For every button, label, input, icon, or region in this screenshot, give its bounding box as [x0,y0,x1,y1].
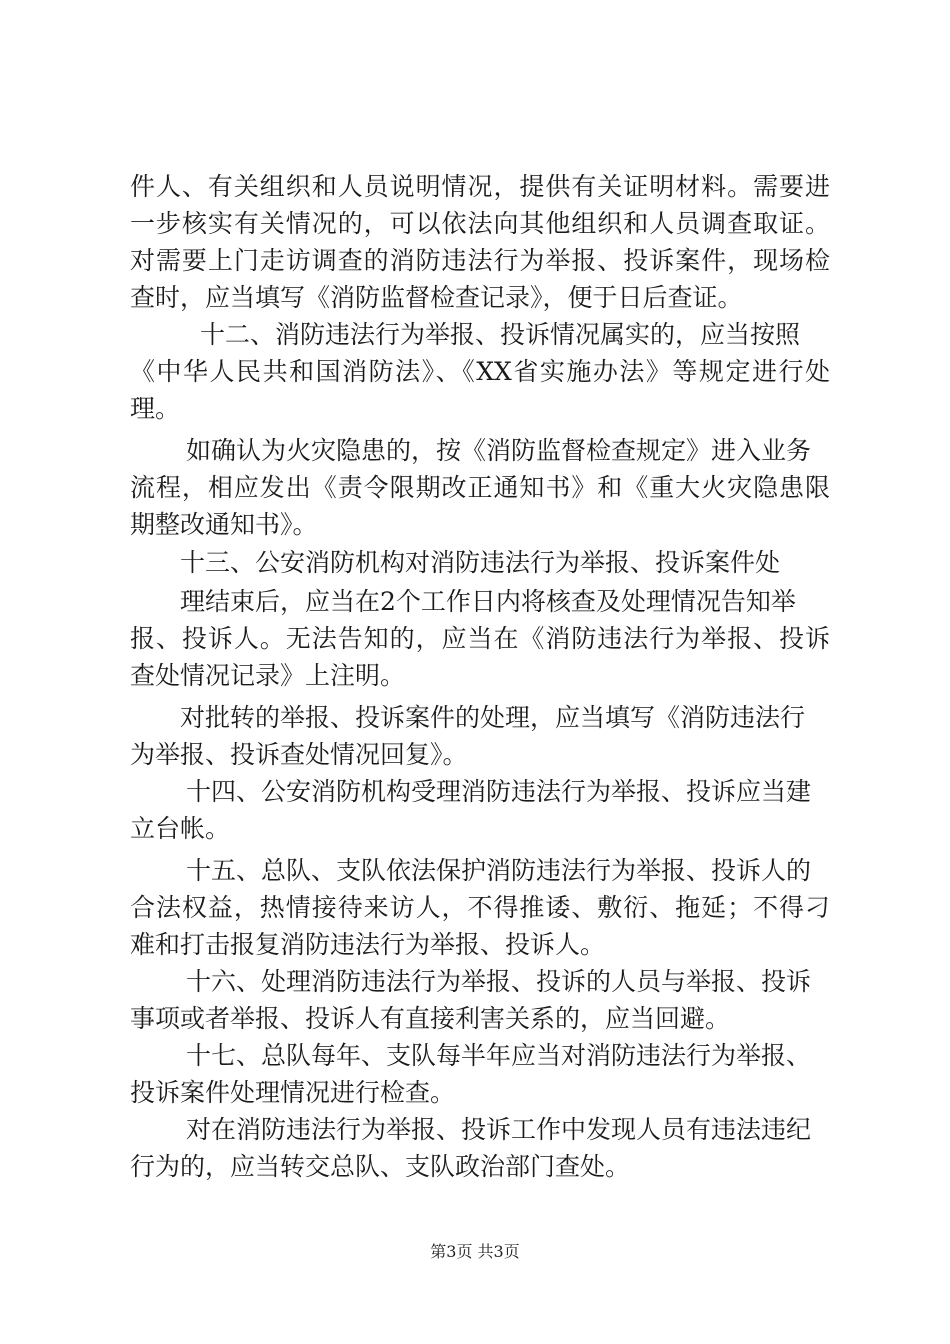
text-line: 立台帐。 [130,814,231,843]
text-line: 合法权益，热情接待来访人，不得推诿、敷衍、拖延；不得刁 [130,893,830,922]
text-line: 难和打击报复消防违法行为举报、投诉人。 [130,930,606,959]
section-heading-line: 十三、公安消防机构对消防违法行为举报、投诉案件处 [180,548,781,577]
text-line: 报、投诉人。无法告知的，应当在《消防违法行为举报、投诉 [130,624,830,653]
text-line: 期整改通知书》。 [130,510,318,539]
page-number-footer: 第3页 共3页 [430,1242,520,1261]
text-line: 理。 [130,394,181,423]
text-line: 件人、有关组织和人员说明情况，提供有关证明材料。需要进 [130,172,830,201]
section-heading-line: 十四、公安消防机构受理消防违法行为举报、投诉应当建 [186,777,812,806]
section-heading-line: 十六、处理消防违法行为举报、投诉的人员与举报、投诉 [186,967,812,996]
text-line: 查处情况记录》上注明。 [130,661,406,690]
text-line: 如确认为火灾隐患的，按《消防监督检查规定》进入业务 [186,436,812,465]
text-line: 对需要上门走访调查的消防违法行为举报、投诉案件，现场检 [130,246,830,275]
text-line: 行为的，应当转交总队、支队政治部门查处。 [130,1152,631,1181]
text-line: 对批转的举报、投诉案件的处理，应当填写《消防违法行 [180,703,806,732]
text-line: 为举报、投诉查处情况回复》。 [130,740,468,769]
text-line: 事项或者举报、投诉人有直接利害关系的，应当回避。 [130,1004,731,1033]
text-line: 流程，相应发出《责令限期改正通知书》和《重大火灾隐患限 [130,473,830,502]
text-line: 《中华人民共和国消防法》、《XX省实施办法》等规定进行处 [130,357,830,386]
text-line: 对在消防违法行为举报、投诉工作中发现人员有违法违纪 [186,1115,812,1144]
text-line: 查时，应当填写《消防监督检查记录》，便于日后查证。 [130,283,743,312]
section-heading-line: 十七、总队每年、支队每半年应当对消防违法行为举报、 [186,1041,812,1070]
section-heading-line: 十二、消防违法行为举报、投诉情况属实的，应当按照 [200,320,801,349]
section-heading-line: 十五、总队、支队依法保护消防违法行为举报、投诉人的 [186,856,812,885]
text-line: 投诉案件处理情况进行检查。 [130,1078,456,1107]
text-line: 一步核实有关情况的，可以依法向其他组织和人员调查取证。 [130,209,830,238]
text-line: 理结束后，应当在2个工作日内将核查及处理情况告知举 [180,587,796,616]
